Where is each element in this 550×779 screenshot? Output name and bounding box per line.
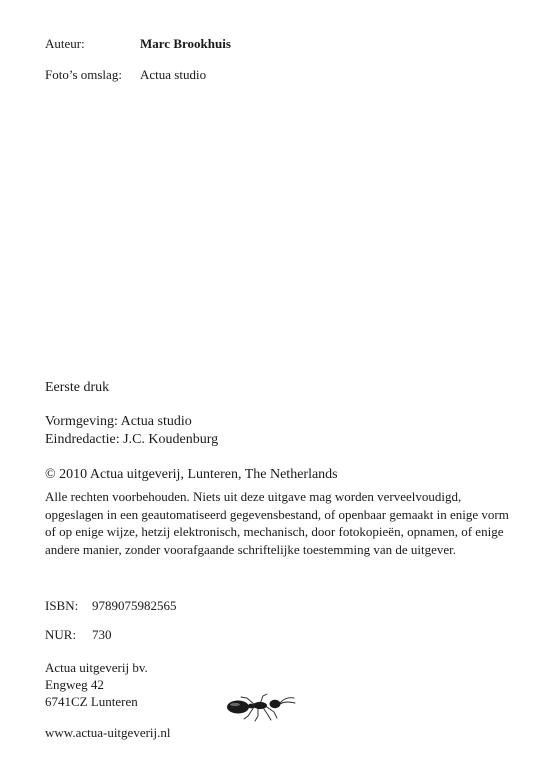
website-link[interactable]: www.actua-uitgeverij.nl — [45, 725, 171, 740]
isbn-value: 9789075982565 — [92, 598, 177, 613]
rights-line: andere manier, zonder voorafgaande schriftelijke toestemming van de uitgever. — [45, 541, 456, 557]
isbn-label: ISBN: — [45, 598, 79, 613]
rights-line: of op enige wijze, hetzij elektronisch, mechanisch, door fotokopieën, opnamen, of enige — [45, 524, 504, 539]
rights-line: Alle rechten voorbehouden. Niets uit deze uitgave mag worden verveelvoudigd, — [45, 489, 462, 504]
publisher-city: 6741CZ Lunteren — [45, 694, 138, 709]
cover-photos-value: Actua studio — [140, 67, 207, 82]
edition-line: Eerste druk — [45, 380, 110, 395]
cover-photos-label: Foto’s omslag: — [45, 67, 122, 82]
author-label: Auteur: — [45, 36, 85, 51]
design-line: Vormgeving: Actua studio — [45, 414, 192, 429]
nur-label: NUR: — [45, 627, 77, 642]
rights-line: opgeslagen in een geautomatiseerd gegevensbestand, of openbaar gemaakt in enige vorm — [45, 506, 509, 522]
publisher-name: Actua uitgeverij bv. — [45, 660, 148, 675]
author-name: Marc Brookhuis — [140, 36, 231, 51]
editing-line: Eindredactie: J.C. Koudenburg — [45, 432, 219, 447]
rights-paragraph — [45, 488, 509, 558]
publisher-street: Engweg 42 — [45, 677, 104, 692]
nur-value: 730 — [92, 627, 112, 642]
copyright-line: © 2010 Actua uitgeverij, Lunteren, The Netherlands — [45, 467, 338, 482]
ant-icon — [214, 692, 296, 722]
